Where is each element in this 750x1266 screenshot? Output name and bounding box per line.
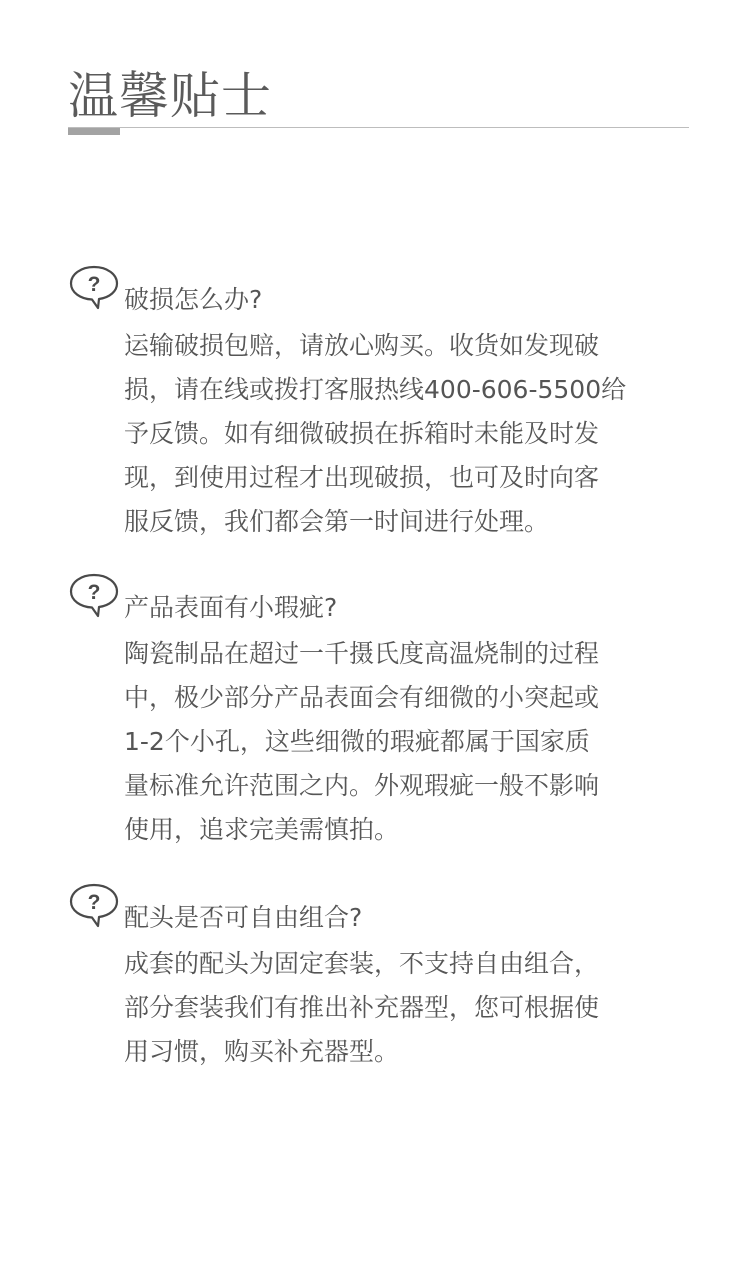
answer-line: 部分套装我们有推出补充器型，您可根据使 [124,993,600,1022]
faq-question: 破损怎么办? [124,285,263,314]
answer-line: 服反馈，我们都会第一时间进行处理。 [124,507,550,536]
answer-line: 现，到使用过程才出现破损，也可及时向客 [124,463,600,492]
answer-line: 中，极少部分产品表面会有细微的小突起或 [124,683,600,712]
answer-line: 损，请在线或拨打客服热线400-606-5500给 [124,375,627,404]
answer-line: 1-2个小孔，这些细微的瑕疵都属于国家质 [124,727,590,756]
faq-question: 产品表面有小瑕疵? [124,593,338,622]
question-bubble-icon [68,882,120,928]
answer-line: 予反馈。如有细微破损在拆箱时未能及时发 [124,419,600,448]
svg-text:?: ? [87,273,101,296]
faq-question: 配头是否可自由组合? [124,903,363,932]
faq-answer [124,324,680,544]
answer-line: 陶瓷制品在超过一千摄氏度高温烧制的过程 [124,639,600,668]
title-divider [68,127,689,128]
answer-line: 运输破损包赔，请放心购买。收货如发现破 [124,331,600,360]
answer-line: 用习惯，购买补充器型。 [124,1037,400,1066]
svg-text:?: ? [87,891,101,914]
answer-line: 成套的配头为固定套装，不支持自由组合， [124,949,600,978]
question-bubble-icon [68,572,120,618]
svg-text:?: ? [87,581,101,604]
title-accent-bar [68,128,120,135]
page-title: 温馨贴士 [68,67,272,125]
question-bubble-icon [68,264,120,310]
faq-answer [124,632,680,852]
faq-answer [124,942,680,1074]
answer-line: 使用，追求完美需慎拍。 [124,815,400,844]
answer-line: 量标准允许范围之内。外观瑕疵一般不影响 [124,771,600,800]
